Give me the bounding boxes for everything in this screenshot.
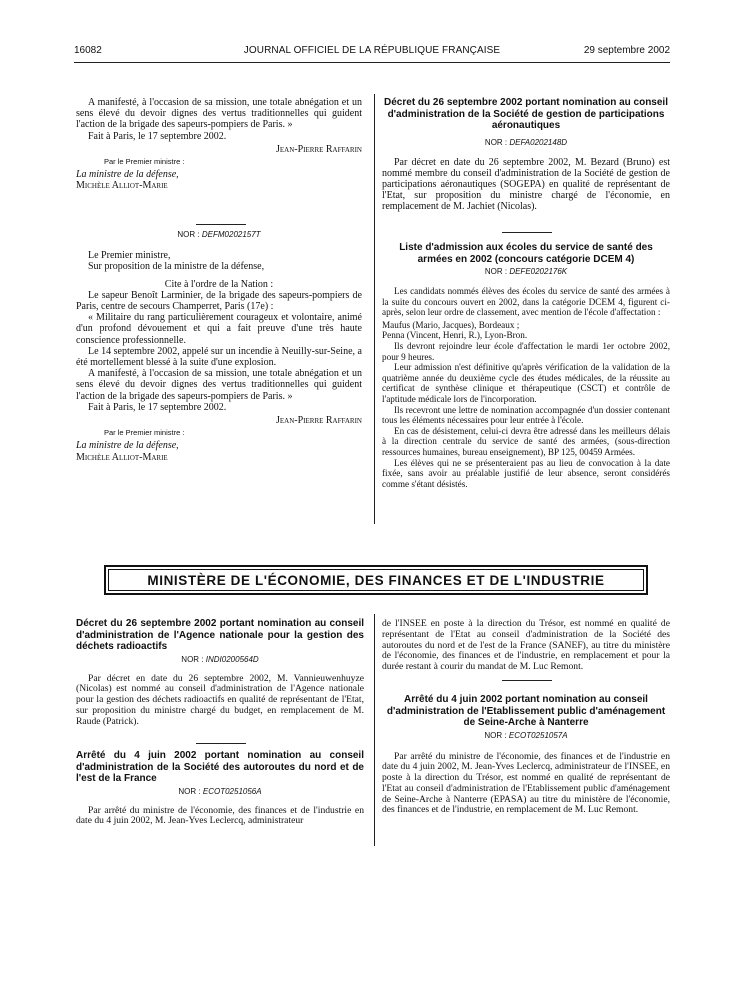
minister-title: La ministre de la défense,	[76, 440, 179, 452]
list-item: Penna (Vincent, Henri, R.), Lyon-Bron.	[382, 330, 528, 341]
paragraph: Les élèves qui ne se présenteraient pas au lieu de convocation à la date fixée, sans avoir au préalable justifié de leur absence, seront considérés comme s'étant désistés.	[382, 457, 670, 489]
column-divider-bottom	[374, 614, 375, 846]
nor-line: NOR : ECOT0251057A	[484, 730, 568, 740]
bottom-right-arrete	[382, 694, 670, 816]
nor-line: NOR : DEFA0202148D	[484, 137, 568, 147]
column-divider-top	[374, 94, 375, 524]
bottom-left-decree	[76, 618, 364, 727]
page-number: 16082	[74, 45, 102, 56]
par-le-premier-ministre: Par le Premier ministre :	[104, 428, 185, 438]
paragraph: Leur admission n'est définitive qu'après vérification de la validation de la quatrième année du deuxième cycle des études médicales, de la réussite au certificat de synthèse clinique et thérapeutique (CSCT) et contrôle de l'aptitude médicale lors de l'incorporation.	[382, 362, 670, 404]
journal-title: JOURNAL OFFICIEL DE LA RÉPUBLIQUE FRANÇAISE	[243, 45, 501, 56]
paragraph: Le Premier ministre,	[88, 250, 171, 262]
paragraph: Le sapeur Benoît Larminier, de la brigade des sapeurs-pompiers de Paris, centre de secours Champerret, Paris (17e) :	[76, 289, 362, 313]
right-admission-list	[382, 242, 670, 489]
decree-body: Par décret en date du 26 septembre 2002, M. Bezard (Bruno) est nommé membre du conseil d'administration de la Société de gestion de participations aéronautiques (SOGEPA) en qualité de représentant de l'Etat, sur proposition du ministre chargé de l'économie, en remplacement de M. Jachiet (Nicolas).	[382, 156, 670, 213]
paragraph: A manifesté, à l'occasion de sa mission, une totale abnégation et un sens élevé du devoir dignes des vertus traditionnelles qui guident l'action de la brigade des sapeurs-pompiers de Paris. »	[76, 368, 362, 402]
right-decree-1	[382, 97, 670, 213]
paragraph: A manifesté, à l'occasion de sa mission, une totale abnégation et un sens élevé du devoir dignes des vertus traditionnelles qui guident l'action de la brigade des sapeurs-pompiers de Paris. »	[76, 97, 362, 131]
separator	[196, 743, 246, 744]
nor-reference: DEFM0202157T	[201, 230, 261, 239]
nor-reference: ECOT0251057A	[508, 730, 568, 740]
paragraph: Sur proposition de la ministre de la défense,	[88, 261, 265, 273]
signature: Jean-Pierre Raffarin	[276, 143, 362, 155]
left-column-top	[76, 97, 362, 192]
continued-text: de l'INSEE en poste à la direction du Trésor, est nommé en qualité de représentant de l'Etat au conseil d'administration de la Société des autoroutes du nord et de l'est de la France (SANEF), au titre du ministère de l'économie, des finances et de l'industrie, en remplacement et pour la durée restant à courir du mandat de M. Luc Remont.	[382, 618, 670, 673]
arrete-body: Par arrêté du ministre de l'économie, des finances et de l'industrie en date du 4 juin 2002, M. Jean-Yves Leclercq, administrateur de l'INSEE, en poste à la direction du Trésor, est nommé en qualité de représentant de l'Etat au conseil d'administration de l'Etablissement public d'aménagement de Seine-Arche à Nanterre (EPASA) au titre du ministère de l'économie, des finances et de l'industrie, en remplacement de M. Luc Remont.	[382, 750, 670, 816]
paragraph: Le 14 septembre 2002, appelé sur un incendie à Neuilly-sur-Seine, a été mortellement blessé à la suite d'une explosion.	[76, 345, 362, 369]
nor-line: NOR : INDI0200564D	[181, 654, 259, 664]
list-item: Maufus (Mario, Jacques), Bordeaux ;	[382, 319, 520, 330]
nor-line: NOR : DEFM0202157T	[177, 230, 261, 239]
nor-reference: DEFE0202176K	[509, 267, 568, 276]
separator	[196, 224, 246, 225]
bottom-left-arrete	[76, 750, 364, 827]
decree-title: Décret du 26 septembre 2002 portant nomination au conseil d'administration de la Société de gestion de participations aéronautiques	[384, 97, 668, 131]
paragraph: « Militaire du rang particulièrement courageux et volontaire, animé d'un profond dévouement et qui a fait preuve d'une très haute conscience professionnelle.	[76, 312, 362, 346]
ministry-banner	[104, 565, 648, 595]
list-title: Liste d'admission aux écoles du service de santé des armées en 2002 (concours catégorie DCEM 4)	[399, 242, 653, 265]
arrete-body: Par arrêté du ministre de l'économie, des finances et de l'industrie en date du 4 juin 2002, M. Jean-Yves Leclercq, administrateur	[76, 804, 364, 827]
nor-reference: ECOT0251056A	[202, 786, 262, 796]
minister-name: Michèle Alliot-Marie	[76, 451, 168, 463]
arrete-title: Arrêté du 4 juin 2002 portant nomination au conseil d'administration de l'Etablissement public d'aménagement de Seine-Arche à Nanterre	[386, 694, 666, 728]
separator	[502, 232, 552, 233]
left-decree-2	[76, 229, 362, 463]
paragraph: Ils devront rejoindre leur école d'affectation le mardi 1er octobre 2002, pour 9 heures.	[382, 340, 670, 362]
header-rule	[74, 62, 670, 63]
minister-name: Michèle Alliot-Marie	[76, 180, 168, 192]
cite-ordre: Cite à l'ordre de la Nation :	[164, 278, 274, 290]
paragraph: Les candidats nommés élèves des écoles du service de santé des armées à la suite du concours ouvert en 2002, dans la catégorie DCEM 4, figurent ci-après, selon leur ordre de classement, avec mention de l'école d'affectation :	[382, 286, 670, 318]
fait-a-paris: Fait à Paris, le 17 septembre 2002.	[88, 130, 227, 142]
signature: Jean-Pierre Raffarin	[276, 415, 362, 427]
decree-body: Par décret en date du 26 septembre 2002, M. Vannieuwenhuyze (Nicolas) est nommé au conseil d'administration de l'Agence nationale pour la gestion des déchets radioactifs en qualité de représentant de l'Etat, sur proposition du ministre chargé du budget, en remplacement de M. Raude (Patrick).	[76, 672, 364, 727]
issue-date: 29 septembre 2002	[583, 45, 670, 56]
paragraph: Ils recevront une lettre de nomination accompagnée d'un dossier contenant tous les éléments nécessaires pour leur entrée à l'école.	[382, 404, 670, 426]
nor-reference: INDI0200564D	[205, 654, 259, 664]
nor-line: NOR : DEFE0202176K	[484, 267, 568, 276]
page-header	[74, 45, 670, 61]
bottom-right-continuation	[382, 619, 670, 673]
par-le-premier-ministre: Par le Premier ministre :	[104, 157, 185, 167]
nor-line: NOR : ECOT0251056A	[178, 786, 262, 796]
arrete-title: Arrêté du 4 juin 2002 portant nomination au conseil d'administration de la Société des autoroutes du nord et de l'est de la France	[76, 750, 364, 784]
separator	[502, 680, 552, 681]
ministry-title: MINISTÈRE DE L'ÉCONOMIE, DES FINANCES ET DE L'INDUSTRIE	[147, 572, 605, 588]
nor-reference: DEFA0202148D	[509, 137, 568, 147]
fait-a-paris: Fait à Paris, le 17 septembre 2002.	[88, 401, 227, 413]
minister-title: La ministre de la défense,	[76, 169, 179, 181]
decree-title: Décret du 26 septembre 2002 portant nomination au conseil d'administration de l'Agence nationale pour la gestion des déchets radioactifs	[76, 618, 364, 652]
paragraph: En cas de désistement, celui-ci devra être adressé dans les meilleurs délais à la direction centrale du service de santé des armées, (sous-direction ressources humaines, bureau enseignement), BP 125, 00459 Armées.	[382, 425, 670, 457]
